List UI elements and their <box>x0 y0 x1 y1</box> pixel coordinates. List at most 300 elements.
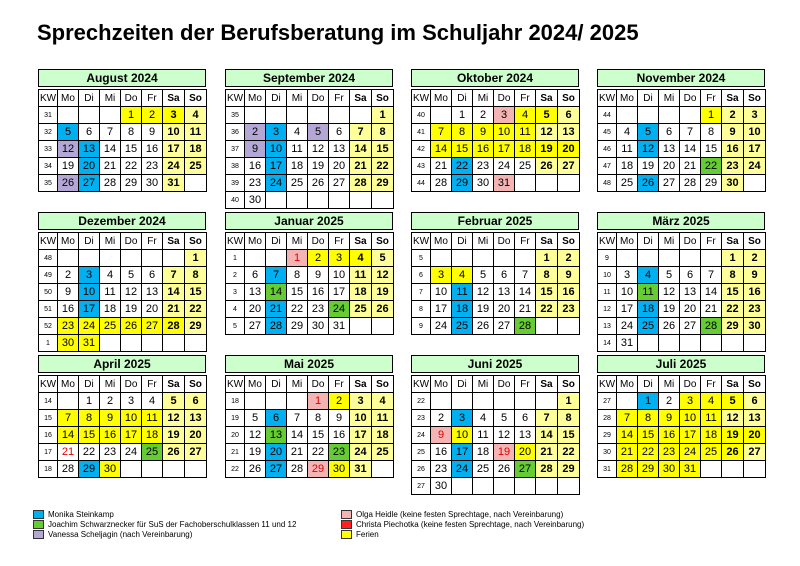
day-cell: 27 <box>558 158 580 175</box>
day-cell: 26 <box>638 175 659 192</box>
day-cell: 10 <box>494 124 515 141</box>
day-cell <box>79 107 100 124</box>
day-cell: 28 <box>350 175 372 192</box>
week-row <box>226 444 394 461</box>
legend-item <box>341 519 584 529</box>
month-title: August 2024 <box>38 69 206 87</box>
day-cell: 17 <box>350 427 372 444</box>
day-cell: 11 <box>185 124 207 141</box>
day-cell: 30 <box>58 335 79 352</box>
week-number: 27 <box>412 478 431 495</box>
week-number: 20 <box>226 427 245 444</box>
day-cell: 4 <box>100 267 121 284</box>
column-header: Sa <box>163 376 185 393</box>
day-cell: 20 <box>245 301 266 318</box>
column-header: Sa <box>722 376 744 393</box>
week-number: 47 <box>598 158 617 175</box>
day-cell: 9 <box>308 267 329 284</box>
day-cell: 3 <box>266 124 287 141</box>
day-cell: 10 <box>266 141 287 158</box>
day-cell: 28 <box>536 461 558 478</box>
week-number: 30 <box>598 444 617 461</box>
day-cell: 7 <box>100 124 121 141</box>
column-header: Mo <box>245 233 266 250</box>
day-cell: 23 <box>722 158 744 175</box>
week-row <box>39 335 207 352</box>
day-cell <box>452 478 473 495</box>
day-cell: 2 <box>245 124 266 141</box>
day-cell: 18 <box>617 158 638 175</box>
week-number: 32 <box>39 124 58 141</box>
week-row <box>598 158 766 175</box>
day-cell: 7 <box>287 410 308 427</box>
day-cell: 14 <box>536 427 558 444</box>
week-number: 3 <box>226 284 245 301</box>
day-cell: 8 <box>308 410 329 427</box>
week-row <box>39 175 207 192</box>
day-cell <box>245 250 266 267</box>
day-cell: 3 <box>452 410 473 427</box>
day-cell <box>701 335 722 352</box>
week-number: 19 <box>226 410 245 427</box>
column-header: Mi <box>287 90 308 107</box>
column-header: Mi <box>659 233 680 250</box>
week-number: 11 <box>598 284 617 301</box>
day-cell: 5 <box>536 107 558 124</box>
week-number: 43 <box>412 158 431 175</box>
month-table <box>411 375 580 495</box>
day-cell: 6 <box>329 124 350 141</box>
day-cell: 17 <box>163 141 185 158</box>
day-cell <box>680 335 701 352</box>
day-cell: 25 <box>100 318 121 335</box>
day-cell <box>350 107 372 124</box>
day-cell: 30 <box>659 461 680 478</box>
week-number: 27 <box>598 393 617 410</box>
day-cell: 6 <box>245 267 266 284</box>
month-calendar <box>411 355 579 495</box>
column-header: KW <box>39 233 58 250</box>
legend-label: Christa Piechotka (keine festen Sprechtage, nach Vereinbarung) <box>356 519 585 529</box>
day-cell <box>142 461 163 478</box>
day-cell <box>473 250 494 267</box>
week-number: 8 <box>412 301 431 318</box>
month-table <box>225 89 394 209</box>
column-header: Sa <box>163 233 185 250</box>
week-number: 22 <box>412 393 431 410</box>
week-number: 18 <box>226 393 245 410</box>
column-header: Fr <box>142 233 163 250</box>
day-cell <box>308 192 329 209</box>
day-cell: 6 <box>680 267 701 284</box>
week-row <box>598 301 766 318</box>
day-cell: 20 <box>680 301 701 318</box>
column-header: Di <box>452 233 473 250</box>
day-cell: 7 <box>266 267 287 284</box>
legend-item <box>341 529 584 539</box>
day-cell: 25 <box>350 301 372 318</box>
day-cell: 15 <box>79 427 100 444</box>
day-cell: 12 <box>163 410 185 427</box>
column-header: Di <box>266 90 287 107</box>
day-cell: 3 <box>744 107 766 124</box>
week-row <box>226 393 394 410</box>
column-header: KW <box>598 233 617 250</box>
column-header: KW <box>412 376 431 393</box>
day-cell: 26 <box>121 318 142 335</box>
day-cell: 17 <box>329 284 350 301</box>
day-cell: 14 <box>287 427 308 444</box>
day-cell: 17 <box>452 444 473 461</box>
day-cell: 12 <box>536 124 558 141</box>
day-cell: 3 <box>617 267 638 284</box>
day-cell <box>266 192 287 209</box>
day-cell: 24 <box>350 444 372 461</box>
day-cell: 1 <box>287 250 308 267</box>
day-cell: 13 <box>744 410 766 427</box>
month-table <box>411 232 580 335</box>
legend-right-column <box>341 509 584 539</box>
day-cell: 24 <box>452 461 473 478</box>
day-cell <box>431 393 452 410</box>
day-cell: 21 <box>617 444 638 461</box>
week-row <box>598 335 766 352</box>
month-title: Juli 2025 <box>597 355 765 373</box>
day-cell: 26 <box>536 158 558 175</box>
week-number: 23 <box>412 410 431 427</box>
day-cell: 29 <box>701 175 722 192</box>
day-cell <box>185 335 207 352</box>
day-cell: 11 <box>515 124 536 141</box>
day-cell <box>372 461 394 478</box>
week-row <box>598 267 766 284</box>
day-cell: 16 <box>722 141 744 158</box>
day-cell: 1 <box>121 107 142 124</box>
day-cell: 12 <box>121 284 142 301</box>
day-cell: 27 <box>185 444 207 461</box>
day-cell: 4 <box>185 107 207 124</box>
day-cell: 20 <box>185 427 207 444</box>
month-title: Februar 2025 <box>411 212 579 230</box>
day-cell: 25 <box>372 444 394 461</box>
week-number: 52 <box>39 318 58 335</box>
day-cell: 26 <box>58 175 79 192</box>
day-cell <box>185 175 207 192</box>
day-cell: 9 <box>659 410 680 427</box>
day-cell: 3 <box>494 107 515 124</box>
day-cell: 20 <box>329 158 350 175</box>
day-cell <box>121 250 142 267</box>
week-number: 49 <box>39 267 58 284</box>
day-cell: 4 <box>515 107 536 124</box>
day-cell: 1 <box>185 250 207 267</box>
day-cell: 7 <box>431 124 452 141</box>
day-cell <box>163 461 185 478</box>
legend-item <box>33 519 296 529</box>
day-cell: 11 <box>473 427 494 444</box>
day-cell: 11 <box>617 141 638 158</box>
column-header: Sa <box>722 233 744 250</box>
column-header: KW <box>39 376 58 393</box>
day-cell: 31 <box>494 175 515 192</box>
week-row <box>412 318 580 335</box>
day-cell: 1 <box>308 393 329 410</box>
week-row <box>226 158 394 175</box>
week-row <box>412 478 580 495</box>
day-cell: 28 <box>431 175 452 192</box>
column-header: Do <box>121 233 142 250</box>
day-cell: 5 <box>58 124 79 141</box>
day-cell: 7 <box>350 124 372 141</box>
month-title: Januar 2025 <box>225 212 393 230</box>
day-cell: 16 <box>431 444 452 461</box>
day-cell: 1 <box>701 107 722 124</box>
day-cell: 25 <box>473 461 494 478</box>
day-cell: 20 <box>558 141 580 158</box>
week-number: 38 <box>226 158 245 175</box>
day-cell: 8 <box>558 410 580 427</box>
column-header: So <box>372 233 394 250</box>
day-cell: 10 <box>431 284 452 301</box>
week-number: 18 <box>39 461 58 478</box>
column-header: Mo <box>617 376 638 393</box>
month-table <box>38 232 207 352</box>
day-cell: 24 <box>617 318 638 335</box>
column-header: So <box>744 376 766 393</box>
week-row <box>226 461 394 478</box>
day-cell: 13 <box>515 427 536 444</box>
day-cell: 23 <box>142 158 163 175</box>
day-cell: 2 <box>722 107 744 124</box>
legend-swatch <box>33 520 44 529</box>
day-cell: 11 <box>372 410 394 427</box>
month-calendar <box>38 355 206 478</box>
day-cell: 18 <box>100 301 121 318</box>
day-cell: 13 <box>142 284 163 301</box>
month-title: Oktober 2024 <box>411 69 579 87</box>
day-cell <box>245 107 266 124</box>
day-cell <box>121 461 142 478</box>
day-cell <box>79 250 100 267</box>
day-cell: 7 <box>680 124 701 141</box>
column-header: Mi <box>287 233 308 250</box>
week-row <box>39 124 207 141</box>
day-cell: 16 <box>245 158 266 175</box>
column-header: Mi <box>100 376 121 393</box>
week-row <box>412 141 580 158</box>
week-row <box>226 301 394 318</box>
week-row <box>598 427 766 444</box>
day-cell: 29 <box>79 461 100 478</box>
day-cell: 6 <box>142 267 163 284</box>
day-cell: 27 <box>744 444 766 461</box>
week-number: 1 <box>226 250 245 267</box>
day-cell: 4 <box>701 393 722 410</box>
day-cell <box>58 393 79 410</box>
day-cell: 7 <box>58 410 79 427</box>
day-cell <box>245 393 266 410</box>
day-cell: 13 <box>659 141 680 158</box>
day-cell: 14 <box>617 427 638 444</box>
month-table <box>597 232 766 352</box>
day-cell: 8 <box>701 124 722 141</box>
day-cell: 30 <box>308 318 329 335</box>
day-cell <box>142 250 163 267</box>
week-number: 26 <box>412 461 431 478</box>
day-cell <box>701 250 722 267</box>
day-cell: 24 <box>121 444 142 461</box>
day-cell: 8 <box>722 267 744 284</box>
week-row <box>226 410 394 427</box>
column-header: Fr <box>142 90 163 107</box>
day-cell: 12 <box>245 427 266 444</box>
day-cell: 19 <box>722 427 744 444</box>
day-cell: 13 <box>245 284 266 301</box>
day-cell <box>431 250 452 267</box>
day-cell <box>308 107 329 124</box>
week-row <box>412 427 580 444</box>
day-cell <box>287 107 308 124</box>
day-cell: 11 <box>287 141 308 158</box>
column-header: Mi <box>100 233 121 250</box>
week-number: 9 <box>598 250 617 267</box>
day-cell: 12 <box>308 141 329 158</box>
month-title: April 2025 <box>38 355 206 373</box>
week-row <box>226 284 394 301</box>
column-header: KW <box>226 90 245 107</box>
week-row <box>598 107 766 124</box>
day-cell: 31 <box>163 175 185 192</box>
day-cell: 24 <box>329 301 350 318</box>
legend-label: Joachim Schwarznecker für SuS der Fachoberschulklassen 11 und 12 <box>48 519 297 529</box>
day-cell: 25 <box>185 158 207 175</box>
day-cell: 4 <box>142 393 163 410</box>
day-cell <box>744 461 766 478</box>
day-cell <box>266 393 287 410</box>
column-header: Mi <box>287 376 308 393</box>
week-row <box>39 250 207 267</box>
week-number: 35 <box>39 175 58 192</box>
day-cell: 30 <box>329 461 350 478</box>
week-number: 50 <box>39 284 58 301</box>
day-cell: 19 <box>494 444 515 461</box>
week-row <box>598 124 766 141</box>
column-header: Fr <box>515 90 536 107</box>
week-number: 33 <box>39 141 58 158</box>
day-cell: 19 <box>659 301 680 318</box>
day-cell <box>58 107 79 124</box>
week-row <box>598 410 766 427</box>
month-table <box>597 375 766 478</box>
week-number: 40 <box>412 107 431 124</box>
month-calendar <box>225 212 393 335</box>
day-cell: 20 <box>142 301 163 318</box>
day-cell <box>638 250 659 267</box>
day-cell: 16 <box>329 427 350 444</box>
day-cell <box>372 318 394 335</box>
day-cell: 4 <box>372 393 394 410</box>
column-header: KW <box>412 90 431 107</box>
day-cell: 5 <box>659 267 680 284</box>
day-cell: 21 <box>163 301 185 318</box>
day-cell: 12 <box>659 284 680 301</box>
week-number: 7 <box>412 284 431 301</box>
day-cell <box>100 335 121 352</box>
day-cell: 6 <box>185 393 207 410</box>
week-number: 5 <box>226 318 245 335</box>
day-cell: 12 <box>473 284 494 301</box>
day-cell: 18 <box>372 427 394 444</box>
day-cell: 14 <box>431 141 452 158</box>
column-header: Sa <box>163 90 185 107</box>
month-title: Mai 2025 <box>225 355 393 373</box>
day-cell: 27 <box>142 318 163 335</box>
week-row <box>412 301 580 318</box>
column-header: Do <box>494 233 515 250</box>
day-cell: 2 <box>431 410 452 427</box>
week-row <box>412 175 580 192</box>
day-cell <box>680 107 701 124</box>
day-cell <box>494 478 515 495</box>
day-cell <box>431 107 452 124</box>
day-cell: 30 <box>245 192 266 209</box>
legend-swatch <box>341 520 352 529</box>
day-cell: 18 <box>701 427 722 444</box>
day-cell: 15 <box>536 284 558 301</box>
week-number: 44 <box>598 107 617 124</box>
page-title: Sprechzeiten der Berufsberatung im Schuljahr 2024/ 2025 <box>37 20 639 45</box>
column-header: Fr <box>142 376 163 393</box>
day-cell: 28 <box>266 318 287 335</box>
day-cell: 21 <box>701 301 722 318</box>
day-cell <box>100 107 121 124</box>
day-cell: 16 <box>100 427 121 444</box>
day-cell: 28 <box>100 175 121 192</box>
column-header: Di <box>266 376 287 393</box>
week-number: 21 <box>226 444 245 461</box>
week-number: 39 <box>226 175 245 192</box>
day-cell <box>452 250 473 267</box>
day-cell: 31 <box>350 461 372 478</box>
column-header: Di <box>638 90 659 107</box>
column-header: KW <box>598 376 617 393</box>
column-header: Fr <box>515 233 536 250</box>
day-cell <box>329 192 350 209</box>
column-header: Do <box>680 90 701 107</box>
day-cell: 15 <box>558 427 580 444</box>
column-header: Di <box>79 376 100 393</box>
day-cell: 7 <box>536 410 558 427</box>
week-row <box>226 318 394 335</box>
column-header: Di <box>638 376 659 393</box>
day-cell: 3 <box>350 393 372 410</box>
month-calendar <box>597 69 765 192</box>
day-cell: 17 <box>744 141 766 158</box>
day-cell: 11 <box>350 267 372 284</box>
column-header: So <box>558 376 580 393</box>
day-cell: 18 <box>452 301 473 318</box>
day-cell: 10 <box>79 284 100 301</box>
day-cell: 16 <box>308 284 329 301</box>
day-cell: 19 <box>473 301 494 318</box>
week-number: 1 <box>39 335 58 352</box>
day-cell: 17 <box>617 301 638 318</box>
day-cell: 13 <box>680 284 701 301</box>
day-cell: 5 <box>308 124 329 141</box>
day-cell: 23 <box>558 301 580 318</box>
week-row <box>598 175 766 192</box>
week-row <box>412 124 580 141</box>
